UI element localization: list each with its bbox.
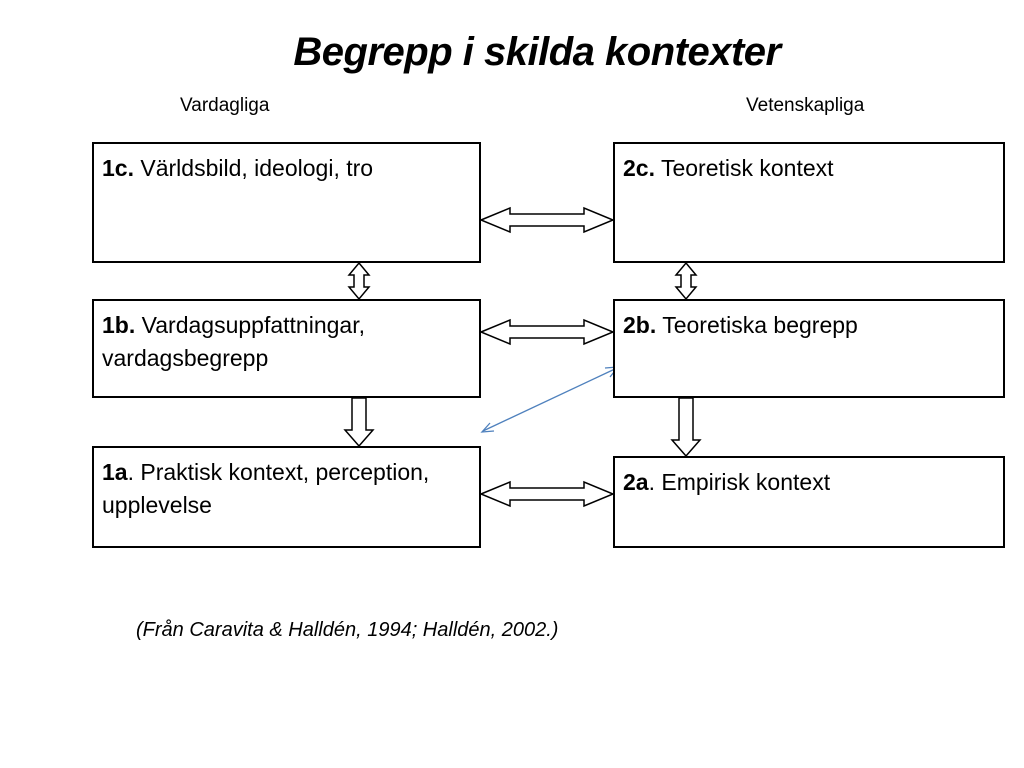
- box-1c-text: Världsbild, ideologi, tro: [133, 155, 374, 181]
- box-2c-text: Teoretisk kontext: [654, 155, 834, 181]
- box-1a: [92, 446, 481, 548]
- column-label-vetenskapliga: Vetenskapliga: [746, 95, 865, 116]
- box-1c-code: 1c.: [102, 155, 134, 181]
- double-arrow-1c-2c: [481, 208, 613, 232]
- box-2c: [613, 142, 1005, 263]
- page-title: Begrepp i skilda kontexter: [293, 30, 781, 74]
- double-arrow-1b-2b: [481, 320, 613, 344]
- box-1b: [92, 299, 481, 398]
- thin-arrow-1a-2b: [483, 368, 617, 431]
- arrow-2b-to-2a: [672, 398, 700, 456]
- box-2b: [613, 299, 1005, 398]
- box-2a-text: . Empirisk kontext: [648, 469, 831, 495]
- box-2c-code: 2c.: [623, 155, 655, 181]
- box-2a-code: 2a: [623, 469, 649, 495]
- box-2b-text: Teoretiska begrepp: [656, 312, 858, 338]
- double-arrow-2c-2b: [676, 263, 696, 299]
- arrow-1b-to-1a: [345, 398, 373, 446]
- box-1b-code: 1b.: [102, 312, 136, 338]
- double-arrow-1c-1b: [349, 263, 369, 299]
- box-2b-code: 2b.: [623, 312, 657, 338]
- box-1c: [92, 142, 481, 263]
- box-1b-text: Vardagsuppfattningar, vardagsbegrepp: [102, 312, 365, 372]
- box-1a-code: 1a: [102, 459, 128, 485]
- box-2a: [613, 456, 1005, 548]
- double-arrow-1a-2a: [481, 482, 613, 506]
- box-1a-text: . Praktisk kontext, perception, upplevelse: [102, 459, 430, 519]
- column-label-vardagliga: Vardagliga: [180, 95, 270, 116]
- citation: (Från Caravita & Halldén, 1994; Halldén, 2002.): [136, 619, 559, 641]
